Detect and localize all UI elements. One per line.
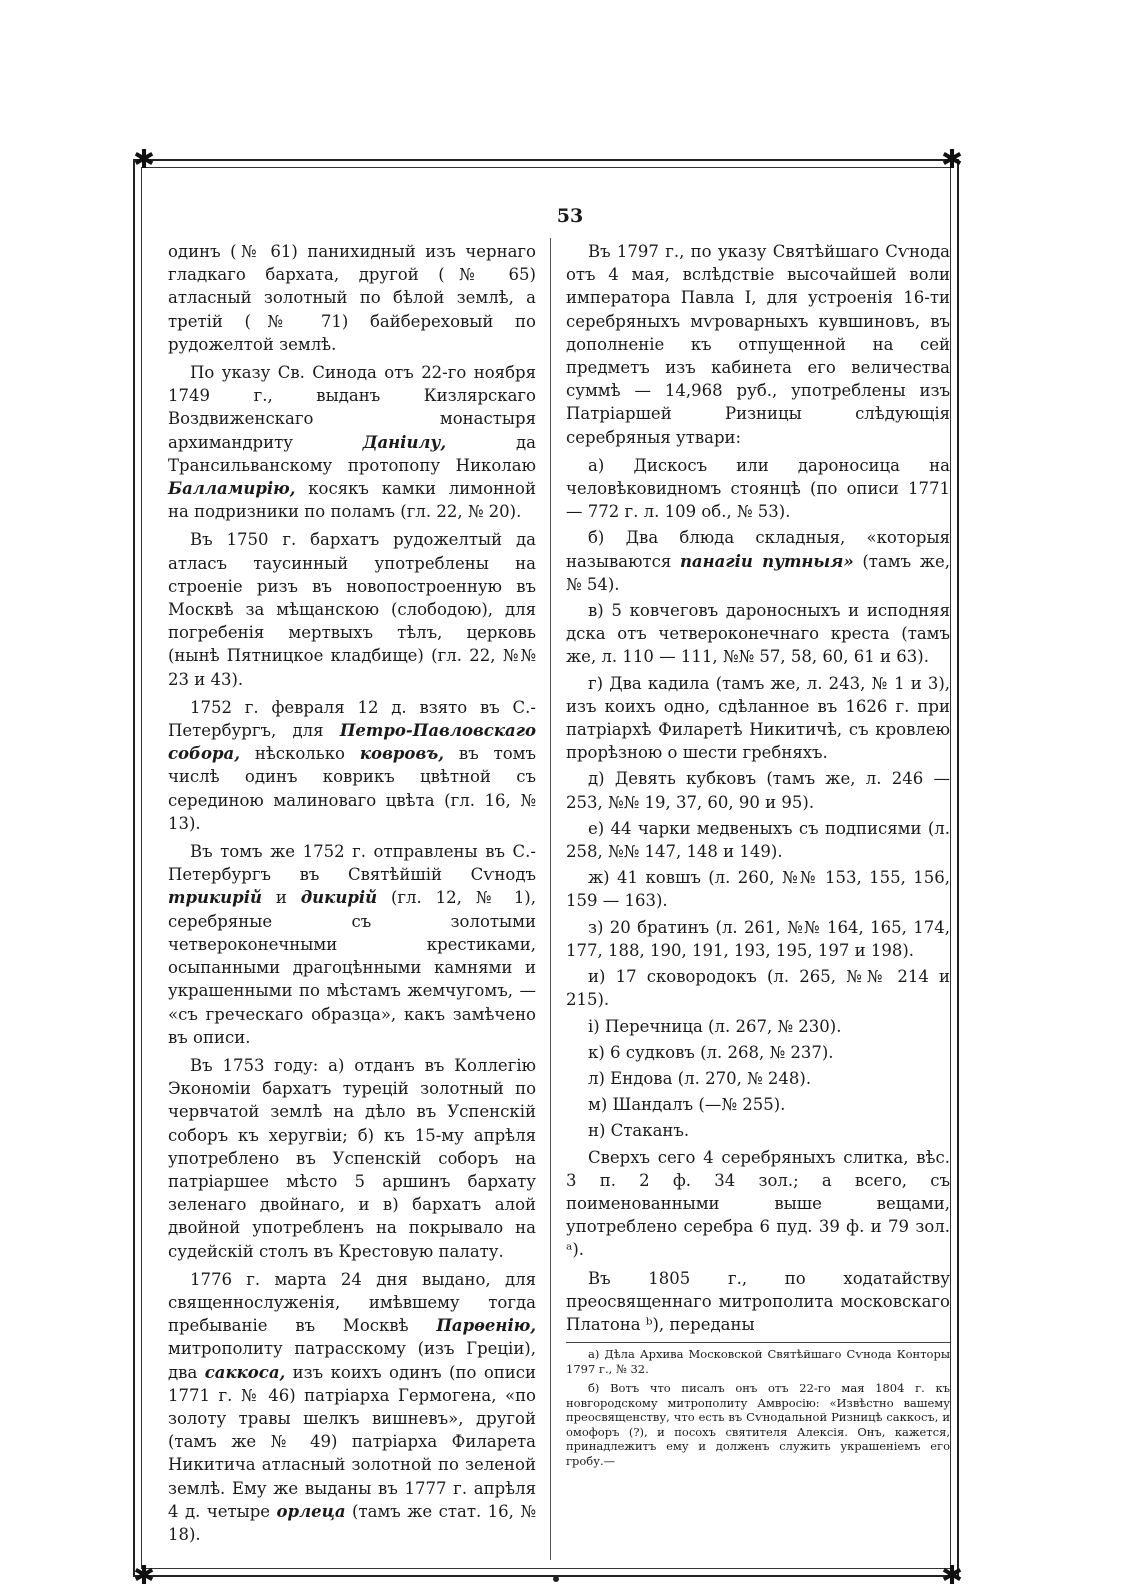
footnote: а) Дѣла Архива Московской Святѣйшаго Сѵнода Конторы 1797 г., № 32. (566, 1347, 950, 1376)
paragraph: Въ 1805 г., по ходатайству преосвященнаго митрополита московскаго Платона ᵇ), переданы (566, 1268, 950, 1334)
bottom-ornament-dot (553, 1576, 559, 1582)
paragraph: По указу Св. Синода отъ 22-го ноября 1749 г., выданъ Кизлярскаго Воздвиженскаго монастыря архимандриту Данiилу, да Трансильванскому протопопу Николаю Балламирiю, косякъ камки лимонной на подризники по поламъ (гл. 22, № 20). (168, 363, 536, 522)
paragraph: Въ томъ же 1752 г. отправлены въ С.-Петербургъ въ Святѣйшій Сѵнодъ трикирій и дикирій (гл. 12, № 1), серебряные съ золотыми четвероконечными крестиками, осыпанными драгоцѣнными камнями и украшенными по мѣстамъ жемчугомъ, — «съ греческаго образца», какъ замѣчено въ описи. (168, 842, 536, 1047)
list-item: м) Шандалъ (—№ 255). (588, 1095, 786, 1115)
paragraph: Сверхъ сего 4 серебряныхъ слитка, вѣс. 3 п. 2 ф. 34 зол.; а всего, съ поименованными выше вещами, употреблено серебра 6 пуд. 39 ф. и 79 зол. ᵃ). (566, 1147, 950, 1260)
paragraph: Въ 1797 г., по указу Святѣйшаго Сѵнода отъ 4 мая, вслѣдствіе высочайшей воли императора Павла I, для устроенія 16-ти серебряныхъ мѵроварныхъ кувшиновъ, въ дополненіе къ отпущенной на сей предметъ изъ кабинета его величества суммѣ — 14,968 руб., употреблены изъ Патріаршей Ризницы слѣдующія серебряныя утвари: (566, 242, 950, 447)
list-item: е) 44 чарки медвеныхъ съ подписями (л. 258, №№ 147, 148 и 149). (566, 818, 950, 862)
paragraph: 1752 г. февраля 12 д. взято въ С.-Петербургъ, для Петро-Павловскаго собора, нѣсколько ковровъ, въ томъ числѣ одинъ коврикъ цвѣтной съ серединою малиноваго цвѣта (гл. 16, № 13). (168, 697, 536, 833)
list-item: ж) 41 ковшъ (л. 260, №№ 153, 155, 156, 159 — 163). (566, 868, 950, 911)
paragraph: Въ 1750 г. бархатъ рудожелтый да атласъ таусинный употреблены на строеніе ризъ въ новопостроенную въ Москвѣ за мѣщанскою (слободою), для погребенія мертвыхъ тѣлъ, церковь (нынѣ Пятницкое кладбище) (гл. 22, №№ 23 и 43). (168, 530, 536, 689)
paragraph: одинъ (№ 61) панихидный изъ чернаго гладкаго бархата, другой (№ 65) атласный золотный по бѣлой землѣ, а третій (№ 71) байбереховый по рудожелтой землѣ. (168, 242, 536, 354)
page-number: 53 (556, 205, 584, 227)
right-column (566, 240, 950, 1473)
list-item: з) 20 братинъ (л. 261, №№ 164, 165, 174, 177, 188, 190, 191, 193, 195, 197 и 198). (566, 917, 950, 960)
list-item: л) Ендова (л. 270, № 248). (588, 1068, 812, 1088)
corner-ornament-icon: ✱ (133, 145, 155, 175)
paragraph: 1776 г. марта 24 дня выдано, для священнослуженія, имѣвшему тогда пребываніе въ Москвѣ Парѳенію, митрополиту патрасскому (изъ Греціи), два саккоса, изъ коихъ одинъ (по описи 1771 г. № 46) патріарха Гермогена, «по золоту травы шелкъ вишневъ», другой (тамъ же № 49) патріарха Филарета Никитича атласный золотной по зеленой землѣ. Ему же выданы въ 1777 г. апрѣля 4 д. четыре орлеца (тамъ же стат. 16, № 18). (168, 1269, 536, 1544)
list-item: и) 17 сковородокъ (л. 265, №№ 214 и 215). (566, 967, 950, 1010)
list-item: г) Два кадила (тамъ же, л. 243, № 1 и 3), изъ коихъ одно, сдѣланное въ 1626 г. при патріархѣ Филаретѣ Никитичѣ, съ кровлею прорѣзною о шести гребняхъ. (566, 673, 950, 763)
footnote: б) Вотъ что писалъ онъ отъ 22-го мая 1804 г. къ новгородскому митрополиту Амвросію: «Извѣстно вашему преосвященству, что есть въ Сѵнодальной Ризницѣ саккосъ, и омофоръ (?), и посохъ святителя Алексія. Онъ, кажется, принадлежитъ ему и долженъ служить украшеніемъ его гробу.— (566, 1381, 950, 1468)
list-item: і) Перечница (л. 267, № 230). (588, 1016, 842, 1036)
paragraph: Въ 1753 году: а) отданъ въ Коллегію Экономіи бархатъ турецій золотный по червчатой землѣ на дѣло въ Успенскій соборъ къ херугвіи; б) къ 15-му апрѣля употреблено въ Успенскій соборъ на патріаршее мѣсто 5 аршинъ бархату зеленаго двойнаго, и в) бархатъ алой двойной употребленъ на покрывало на судейскій столъ въ Крестовую палату. (168, 1055, 536, 1261)
corner-ornament-icon: ✱ (941, 1561, 963, 1591)
corner-ornament-icon: ✱ (133, 1561, 155, 1591)
list-item: а) Дискосъ или дароносица на человѣковидномъ стоянцѣ (по описи 1771 — 772 г. л. 109 об., № 53). (566, 455, 950, 522)
list-item: б) Два блюда складныя, «которыя называются панагiи путныя» (тамъ же, № 54). (566, 528, 950, 594)
column-divider (550, 238, 551, 1560)
corner-ornament-icon: ✱ (941, 145, 963, 175)
footnote-divider (566, 1342, 950, 1343)
list-item: к) 6 судковъ (л. 268, № 237). (588, 1042, 834, 1062)
list-item: в) 5 ковчеговъ дароносныхъ и исподняя дска отъ четвероконечнаго креста (тамъ же, л. 110 — 111, №№ 57, 58, 60, 61 и 63). (566, 601, 950, 667)
left-column (168, 240, 536, 1551)
list-item: д) Девять кубковъ (тамъ же, л. 246 — 253, №№ 19, 37, 60, 90 и 95). (566, 769, 950, 812)
list-item: н) Стаканъ. (588, 1121, 690, 1141)
